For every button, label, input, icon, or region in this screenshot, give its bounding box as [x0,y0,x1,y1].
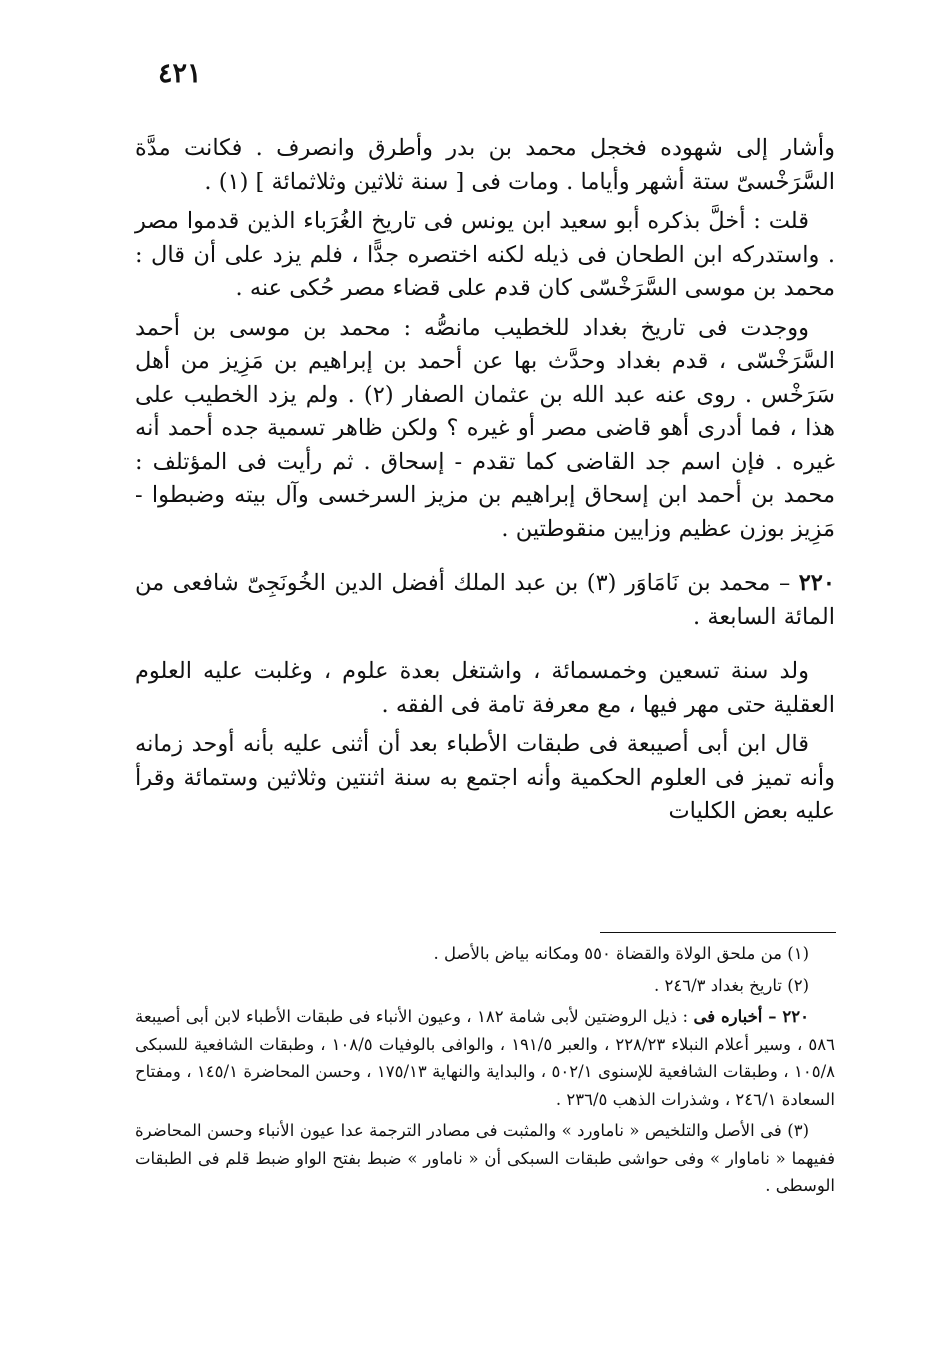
footnote-3: (٣) فى الأصل والتلخيص « ناماورد » والمثبت فى مصادر الترجمة عدا عيون الأنباء وحسن المحاضرة ففيهما « ناماوار » وفى حواشى طبقات السبكى أن « ناماور » ضبط بفتح الواو ضبط قلم فى الطبقات الوسطى . [135,1121,835,1195]
paragraph-khatib-baghdad: ووجدت فى تاريخ بغداد للخطيب مانصُّه : محمد بن موسى بن أحمد السَّرَخْسّى ، قدم بغداد وحدَّث بها عن أحمد بن إبراهيم بن مَزِيز من أهل سَرَخْس . روى عنه عبد الله بن عثمان الصفار (٢) . ولم يزد الخطيب على هذا ، فما أدرى أهو قاضى مصر أو غيره ؟ ولكن ظاهر تسمية جده أحمد أنه غيره . فإن اسم جد القاضى كما تقدم - إسحاق . ثم رأيت فى المؤتلف : محمد بن أحمد ابن إسحاق إبراهيم بن مزيز السرخسى وآل بيته وضبطوا - مَزِيز بوزن عظيم وزايين منقوطتين . [135,314,835,542]
entry-number: ٢٢٠ [798,570,835,596]
footnote-divider [600,932,836,933]
footnote-entry-sources [135,1003,835,1113]
main-text [135,132,835,829]
paragraph-ibn-yunus-note: قلت : أخلَّ بذكره أبو سعيد ابن يونس فى تاريخ الغُرَباء الذين قدموا مصر . واستدركه ابن الطحان فى ذيله لكنه اختصره جدًّا ، فلم يزد على أن قال : محمد بن موسى السَّرَخْسّى كان قدم على قضاء مصر حُكى عنه . [135,208,835,301]
paragraph-ibn-abi-usaybia: قال ابن أبى أصيبعة فى طبقات الأطباء بعد أن أثنى عليه بأنه أوحد زمانه وأنه تميز فى العلوم الحكمية وأنه اجتمع به سنة اثنتين وثلاثين وستمائة وقرأ عليه بعض الكليات [135,731,835,824]
page-number: ٤٢١ [158,58,202,89]
entry-heading [135,567,835,634]
footnotes [135,940,835,1200]
footnote-2: (٢) تاريخ بغداد ٢٤٦/٣ . [654,975,809,995]
paragraph-sarakhsi-tenure: وأشار إلى شهوده فخجل محمد بن بدر وأطرق وانصرف . فكانت مدَّة السَّرَخْسىّ ستة أشهر وأياما . ومات فى [ سنة ثلاثين وثلاثمائة ] (١) . [135,135,835,195]
entry-heading-text: – محمد بن نَامَاوَر (٣) بن عبد الملك أفضل الدين الخُونَجِىّ شافعى من المائة السابعة . [135,570,835,630]
footnote-entry-sources-text: : ذيل الروضتين لأبى شامة ١٨٢ ، وعيون الأنباء فى طبقات الأطباء لابن أبى أصيبعة ٥٨٦ ، وسير أعلام النبلاء ٢٢٨/٢٣ ، والعبر ١٩١/٥ ، والوافى بالوفيات ١٠٨/٥ ، وطبقات الشافعية للسبكى ١٠٥/٨ ، وطبقات الشافعية للإسنوى ٥٠٢/١ ، والبداية والنهاية ١٧٥/١٣ ، وحسن المحاضرة ١٤٥/١ ، ومفتاح السعادة ٢٤٦/١ ، وشذرات الذهب ٢٣٦/٥ . [135,1007,835,1109]
footnote-entry-label: ٢٢٠ – أخباره فى [693,1007,810,1026]
paragraph-birth: ولد سنة تسعين وخمسمائة ، واشتغل بعدة علوم ، وغلبت عليه العلوم العقلية حتى مهر فيها ، مع معرفة تامة فى الفقه . [135,658,835,718]
footnote-1: (١) من ملحق الولاة والقضاة ٥٥٠ ومكانه بياض بالأصل . [433,944,809,963]
